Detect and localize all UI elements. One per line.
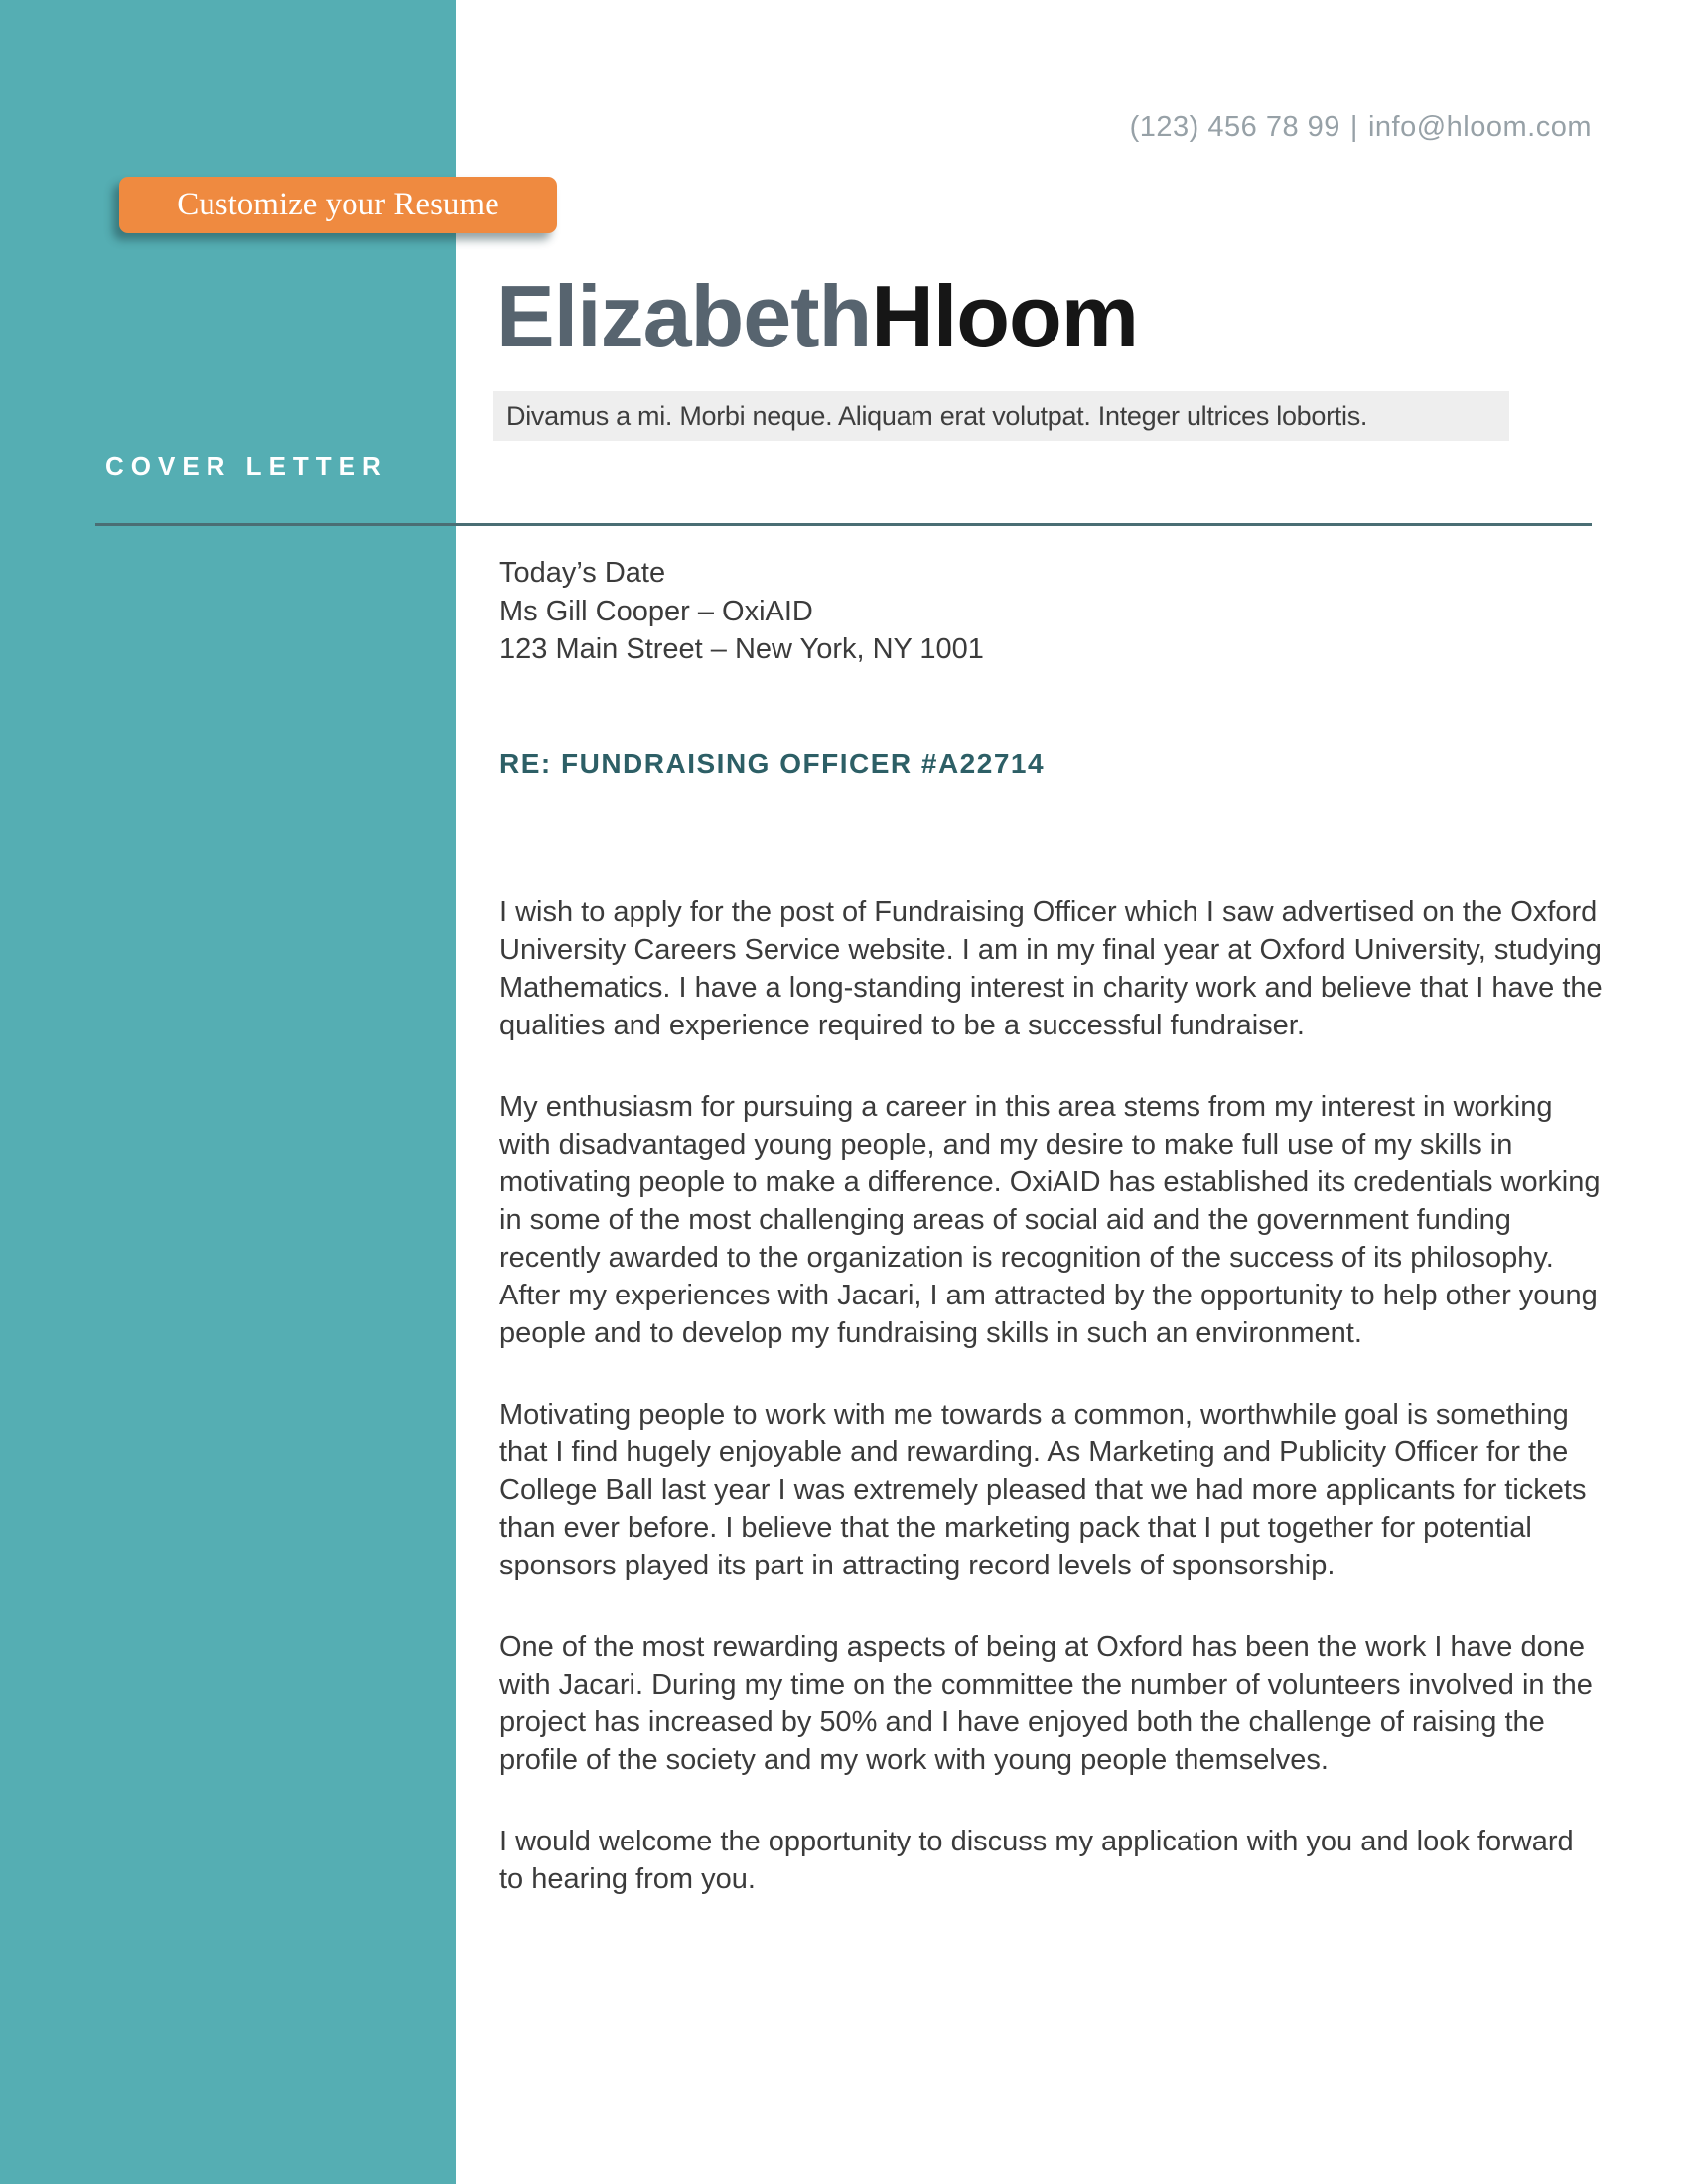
last-name: Hloom <box>871 267 1139 365</box>
customize-resume-button[interactable]: Customize your Resume <box>119 177 557 233</box>
contact-separator: | <box>1349 111 1358 143</box>
letter-paragraph: My enthusiasm for pursuing a career in this area stems from my interest in working with disadvantaged young people, and my desire to make full use of my skills in motivating people to make a difference. OxiAID has established its credentials working in some of the most challenging areas of social aid and the government funding recently awarded to the organization is recognition of the success of its philosophy. After my experiences with Jacari, I am attracted by the opportunity to help other young people and to develop my fundraising skills in such an environment. <box>499 1090 1601 1349</box>
letter-paragraphs <box>499 893 1604 1898</box>
phone-number: (123) 456 78 99 <box>1129 111 1340 143</box>
cover-letter-section-label: COVER LETTER <box>105 451 388 480</box>
recipient-line: Ms Gill Cooper – OxiAID <box>499 595 813 627</box>
letter-body <box>499 554 1604 1942</box>
letter-paragraph: I would welcome the opportunity to discuss my application with you and look forward to hearing from you. <box>499 1825 1574 1895</box>
first-name: Elizabeth <box>496 267 872 365</box>
tagline-bar: Divamus a mi. Morbi neque. Aliquam erat volutpat. Integer ultrices lobortis. <box>493 391 1509 441</box>
recipient-block <box>499 554 1604 669</box>
section-divider <box>95 523 1592 526</box>
subject-line: RE: FUNDRAISING OFFICER #A22714 <box>499 748 1046 779</box>
letter-paragraph: Motivating people to work with me towards a common, worthwhile goal is something that I find hugely enjoyable and rewarding. As Marketing and Publicity Officer for the College Ball last year I was extremely pleased that we had more applicants for tickets than ever before. I believe that the marketing pack that I put together for potential sponsors played its part in attracting record levels of sponsorship. <box>499 1398 1587 1581</box>
date-line: Today’s Date <box>499 557 666 589</box>
name-heading <box>496 266 1138 367</box>
teal-sidebar <box>0 0 456 2184</box>
email-address: info@hloom.com <box>1367 111 1592 143</box>
contact-info <box>1130 111 1592 144</box>
letter-paragraph: I wish to apply for the post of Fundraising Officer which I saw advertised on the Oxford University Careers Service website. I am in my final year at Oxford University, studying Mathematics. I have a long-standing interest in charity work and believe that I have the qualities and experience required to be a successful fundraiser. <box>499 895 1603 1041</box>
letter-paragraph: One of the most rewarding aspects of being at Oxford has been the work I have done with Jacari. During my time on the committee the number of volunteers involved in the project has increased by 50% and I have enjoyed both the challenge of raising the profile of the society and my work with young people themselves. <box>499 1630 1593 1776</box>
address-line: 123 Main Street – New York, NY 1001 <box>499 633 984 665</box>
